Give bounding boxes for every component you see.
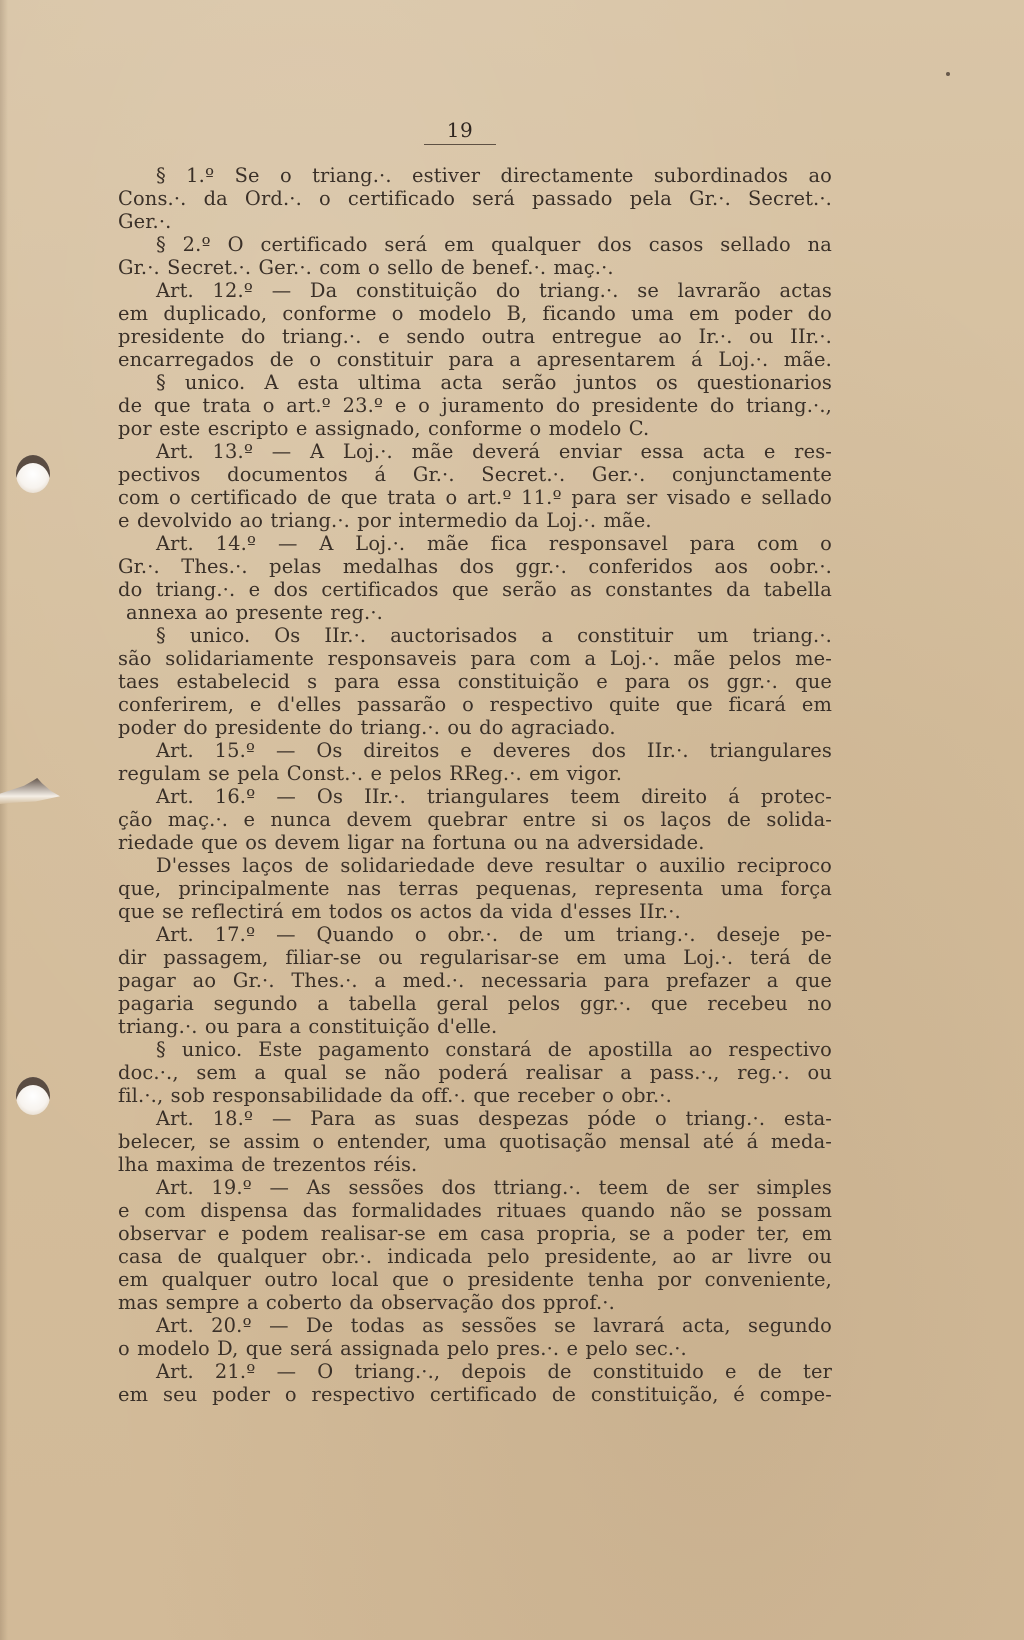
text-line: triang.·. ou para a constituição d'elle. bbox=[118, 1015, 498, 1038]
text-line: Cons.·. da Ord.·. o certificado será passado pela Gr.·. Secret.·. bbox=[118, 187, 832, 210]
text-line: por este escripto e assignado, conforme o modelo C. bbox=[118, 417, 650, 440]
text-line: encarregados de o constituir para a apresentarem á Loj.·. mãe. bbox=[118, 348, 832, 371]
text-line: que, principalmente nas terras pequenas, representa uma força bbox=[118, 877, 832, 900]
text-line: são solidariamente responsaveis para com a Loj.·. mãe pelos me- bbox=[118, 647, 832, 670]
text-line: poder do presidente do triang.·. ou do agraciado. bbox=[118, 716, 616, 739]
text-line: e com dispensa das formalidades rituaes quando não se possam bbox=[118, 1199, 832, 1222]
page-left-shadow bbox=[0, 0, 8, 1640]
text-line: Gr.·. Secret.·. Ger.·. com o sello de benef.·. maç.·. bbox=[118, 256, 614, 279]
paper-tear-icon bbox=[0, 778, 60, 804]
text-line: Art. 13.º — A Loj.·. mãe deverá enviar essa acta e res- bbox=[156, 440, 832, 463]
text-line: Art. 18.º — Para as suas despezas póde o triang.·. esta- bbox=[156, 1107, 832, 1130]
text-line: lha maxima de trezentos réis. bbox=[118, 1153, 418, 1176]
text-line: Art. 20.º — De todas as sessões se lavrará acta, segundo bbox=[156, 1314, 832, 1337]
punch-hole-icon bbox=[16, 1077, 50, 1115]
text-line: Ger.·. bbox=[118, 210, 172, 233]
text-line: riedade que os devem ligar na fortuna ou na adversidade. bbox=[118, 831, 705, 854]
text-line: em seu poder o respectivo certificado de constituição, é compe- bbox=[118, 1383, 832, 1406]
text-line: § unico. Os IIr.·. auctorisados a constituir um triang.·. bbox=[156, 624, 832, 647]
text-line: e devolvido ao triang.·. por intermedio da Loj.·. mãe. bbox=[118, 509, 652, 532]
text-line: mas sempre a coberto da observação dos pprof.·. bbox=[118, 1291, 615, 1314]
text-line: D'esses laços de solidariedade deve resultar o auxilio reciproco bbox=[156, 854, 832, 877]
body-text bbox=[118, 164, 832, 1406]
text-line: Gr.·. Thes.·. pelas medalhas dos ggr.·. conferidos aos oobr.·. bbox=[118, 555, 832, 578]
text-line: Art. 15.º — Os direitos e deveres dos IIr.·. triangulares bbox=[156, 739, 832, 762]
text-line: pectivos documentos á Gr.·. Secret.·. Ger.·. conjunctamente bbox=[118, 463, 832, 486]
punch-hole-icon bbox=[16, 455, 50, 493]
text-line: fil.·., sob responsabilidade da off.·. que receber o obr.·. bbox=[118, 1084, 672, 1107]
text-line: § 1.º Se o triang.·. estiver directamente subordinados ao bbox=[156, 164, 832, 187]
text-line: regulam se pela Const.·. e pelos RReg.·. em vigor. bbox=[118, 762, 623, 785]
text-line: Art. 12.º — Da constituição do triang.·. se lavrarão actas bbox=[156, 279, 832, 302]
text-line: belecer, se assim o entender, uma quotisação mensal até á meda- bbox=[118, 1130, 832, 1153]
text-line: § unico. Este pagamento constará de apostilla ao respectivo bbox=[156, 1038, 832, 1061]
text-line: observar e podem realisar-se em casa propria, se a poder ter, em bbox=[118, 1222, 832, 1245]
text-line: de que trata o art.º 23.º e o juramento do presidente do triang.·., bbox=[118, 394, 832, 417]
text-line: em qualquer outro local que o presidente tenha por conveniente, bbox=[118, 1268, 832, 1291]
text-line: Art. 21.º — O triang.·., depois de constituido e de ter bbox=[156, 1360, 832, 1383]
text-line: ção maç.·. e nunca devem quebrar entre si os laços de solida- bbox=[118, 808, 832, 831]
text-line: casa de qualquer obr.·. indicada pelo presidente, ao ar livre ou bbox=[118, 1245, 832, 1268]
text-line: em duplicado, conforme o modelo B, ficando uma em poder do bbox=[118, 302, 832, 325]
text-line: doc.·., sem a qual se não poderá realisar a pass.·., reg.·. ou bbox=[118, 1061, 832, 1084]
text-line: pagar ao Gr.·. Thes.·. a med.·. necessaria para prefazer a que bbox=[118, 969, 832, 992]
text-line: § unico. A esta ultima acta serão juntos os questionarios bbox=[156, 371, 832, 394]
text-line: do triang.·. e dos certificados que serão as constantes da tabella bbox=[118, 578, 832, 601]
text-line: conferirem, e d'elles passarão o respectivo quite que ficará em bbox=[118, 693, 832, 716]
text-line: pagaria segundo a tabella geral pelos ggr.·. que recebeu no bbox=[118, 992, 832, 1015]
paper-spot-icon bbox=[946, 72, 950, 76]
text-line: Art. 16.º — Os IIr.·. triangulares teem direito á protec- bbox=[156, 785, 832, 808]
text-line: que se reflectirá em todos os actos da vida d'esses IIr.·. bbox=[118, 900, 681, 923]
text-line: annexa ao presente reg.·. bbox=[126, 601, 383, 624]
text-line: § 2.º O certificado será em qualquer dos casos sellado na bbox=[156, 233, 832, 256]
text-line: dir passagem, filiar-se ou regularisar-se em uma Loj.·. terá de bbox=[118, 946, 832, 969]
text-line: Art. 17.º — Quando o obr.·. de um triang.·. deseje pe- bbox=[156, 923, 832, 946]
page-number: 19 bbox=[446, 118, 474, 142]
text-line: o modelo D, que será assignada pelo pres.·. e pelo sec.·. bbox=[118, 1337, 687, 1360]
text-line: com o certificado de que trata o art.º 11.º para ser visado e sellado bbox=[118, 486, 832, 509]
text-line: taes estabelecid s para essa constituição e para os ggr.·. que bbox=[118, 670, 832, 693]
text-line: Art. 19.º — As sessões dos ttriang.·. teem de ser simples bbox=[156, 1176, 832, 1199]
text-line: Art. 14.º — A Loj.·. mãe fica responsavel para com o bbox=[156, 532, 832, 555]
text-line: presidente do triang.·. e sendo outra entregue ao Ir.·. ou IIr.·. bbox=[118, 325, 832, 348]
page-number-rule bbox=[424, 144, 496, 145]
